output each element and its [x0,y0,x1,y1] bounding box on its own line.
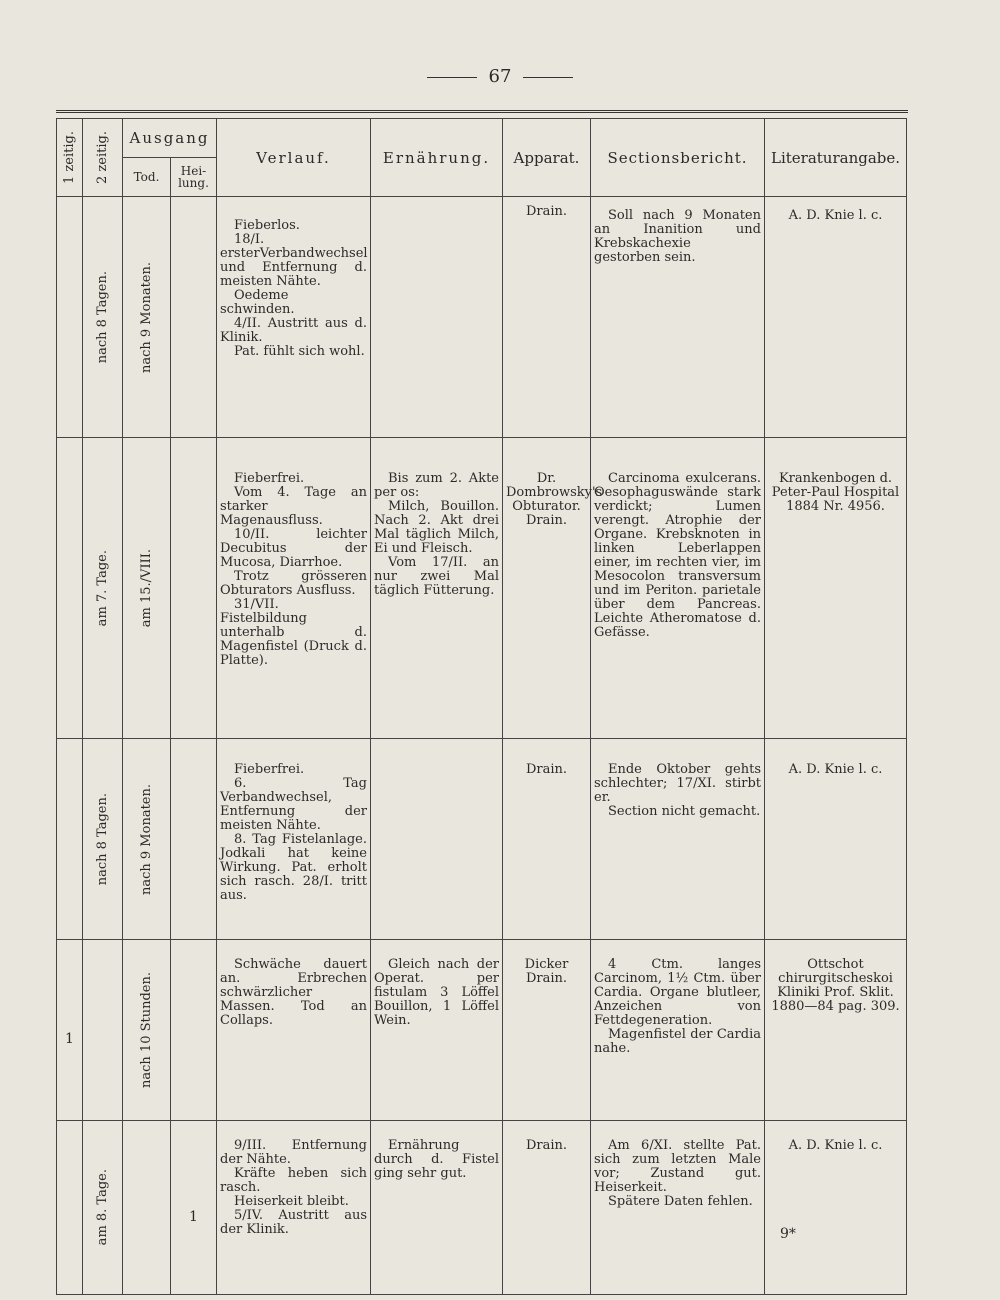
left-dash [427,77,477,78]
cell-sectionsbericht: Ende Oktober gehts schlechter; 17/XI. stirbt er. Section nicht gemacht. [591,739,765,940]
cell-literatur: A. D. Knie l. c. [765,197,907,438]
cell-sectionsbericht: Carcinoma exulcerans. Oesophaguswände stark verdickt; Lumen verengt. Atrophie der Organe. Krebsknoten in linken Leberlappen einer, im rechten vier, im Mesocolon transversum und im Periton. parietale über dem Pancreas. Leichte Atheromatose d. Gefässe. [591,438,765,739]
table-row [57,739,907,940]
header-ausgang: Ausgang [123,119,217,158]
cell-apparat: Dr. Dombrowsky's Obturator. Drain. [503,438,591,739]
header-literaturangabe: Literaturangabe. [765,119,907,197]
header-apparat: Apparat. [503,119,591,197]
cell-zeitig-2: am 7. Tage. [83,438,123,739]
cell-ernaehrung: Ernährung durch d. Fistel ging sehr gut. [371,1121,503,1295]
cell-literatur: Ottschot chirurgitscheskoi Kliniki Prof. Sklit. 1880—84 pag. 309. [765,940,907,1121]
cell-apparat: Dicker Drain. [503,940,591,1121]
header-heilung: Hei-lung. [171,158,217,197]
cell-verlauf: Fieberfrei. Vom 4. Tage an starker Magenausfluss. 10/II. leichter Decubitus der Mucosa, Diarrhoe. Trotz grösseren Obturators Ausfluss. 31/VII. Fistelbildung unterhalb d. Magenfistel (Druck d. Platte). [217,438,371,739]
cell-verlauf: Fieberlos. 18/I. ersterVerbandwechsel und Entfernung d. meisten Nähte. Oedeme schwinden. 4/II. Austritt aus d. Klinik. Pat. fühlt sich wohl. [217,197,371,438]
table-row [57,438,907,739]
cell-tod [123,1121,171,1295]
cell-heilung [171,940,217,1121]
cell-ernaehrung: Bis zum 2. Akte per os: Milch, Bouillon. Nach 2. Akt drei Mal täglich Milch, Ei und Fleisch. Vom 17/II. an nur zwei Mal täglich Fütterung. [371,438,503,739]
cell-heilung [171,438,217,739]
header-ernaehrung: Ernährung. [371,119,503,197]
cell-zeitig-2: nach 8 Tagen. [83,197,123,438]
cell-verlauf: Schwäche dauert an. Erbrechen schwärzlicher Massen. Tod an Collaps. [217,940,371,1121]
cell-zeitig-2: am 8. Tage. [83,1121,123,1295]
cell-tod: am 15./VIII. [123,438,171,739]
cell-heilung [171,197,217,438]
header-verlauf: Verlauf. [217,119,371,197]
cell-tod: nach 9 Monaten. [123,197,171,438]
table-header [57,119,907,197]
table-row [57,1121,907,1295]
cell-zeitig-2 [83,940,123,1121]
cell-verlauf: Fieberfrei. 6. Tag Verbandwechsel, Entfernung der meisten Nähte. 8. Tag Fistelanlage. Jodkali hat keine Wirkung. Pat. erholt sich rasch. 28/I. tritt aus. [217,739,371,940]
cell-sectionsbericht: Soll nach 9 Monaten an Inanition und Krebskachexie gestorben sein. [591,197,765,438]
table-row [57,197,907,438]
header-tod: Tod. [123,158,171,197]
top-rule [56,110,908,113]
signature-mark: 9* [780,1226,796,1242]
table-body [57,197,907,1295]
cell-ernaehrung [371,197,503,438]
cell-zeitig-1 [57,739,83,940]
cell-ernaehrung [371,739,503,940]
case-table [56,118,907,1295]
cell-apparat: Drain. [503,739,591,940]
header-zeitig-2: 2 zeitig. [83,119,123,197]
cell-sectionsbericht: Am 6/XI. stellte Pat. sich zum letzten Male vor; Zustand gut. Heiserkeit. Spätere Daten fehlen. [591,1121,765,1295]
cell-literatur: A. D. Knie l. c. [765,739,907,940]
cell-sectionsbericht: 4 Ctm. langes Carcinom, 1½ Ctm. über Cardia. Organe blutleer, Anzeichen von Fettdegeneration. Magenfistel der Cardia nahe. [591,940,765,1121]
cell-tod: nach 10 Stunden. [123,940,171,1121]
cell-zeitig-1 [57,197,83,438]
page-number [0,66,1000,87]
cell-verlauf: 9/III. Entfernung der Nähte. Kräfte heben sich rasch. Heiserkeit bleibt. 5/IV. Austritt aus der Klinik. [217,1121,371,1295]
right-dash [523,77,573,78]
cell-literatur: A. D. Knie l. c. [765,1121,907,1295]
cell-zeitig-1: 1 [57,940,83,1121]
cell-zeitig-2: nach 8 Tagen. [83,739,123,940]
cell-heilung [171,739,217,940]
cell-ernaehrung: Gleich nach der Operat. per fistulam 3 Löffel Bouillon, 1 Löffel Wein. [371,940,503,1121]
header-zeitig-1: 1 zeitig. [57,119,83,197]
cell-heilung: 1 [171,1121,217,1295]
cell-literatur: Krankenbogen d. Peter-Paul Hospital 1884 Nr. 4956. [765,438,907,739]
header-sectionsbericht: Sectionsbericht. [591,119,765,197]
cell-apparat: Drain. [503,197,591,438]
cell-zeitig-1 [57,1121,83,1295]
cell-tod: nach 9 Monaten. [123,739,171,940]
table-row [57,940,907,1121]
cell-zeitig-1 [57,438,83,739]
page-number-text: 67 [488,66,512,87]
cell-apparat: Drain. [503,1121,591,1295]
